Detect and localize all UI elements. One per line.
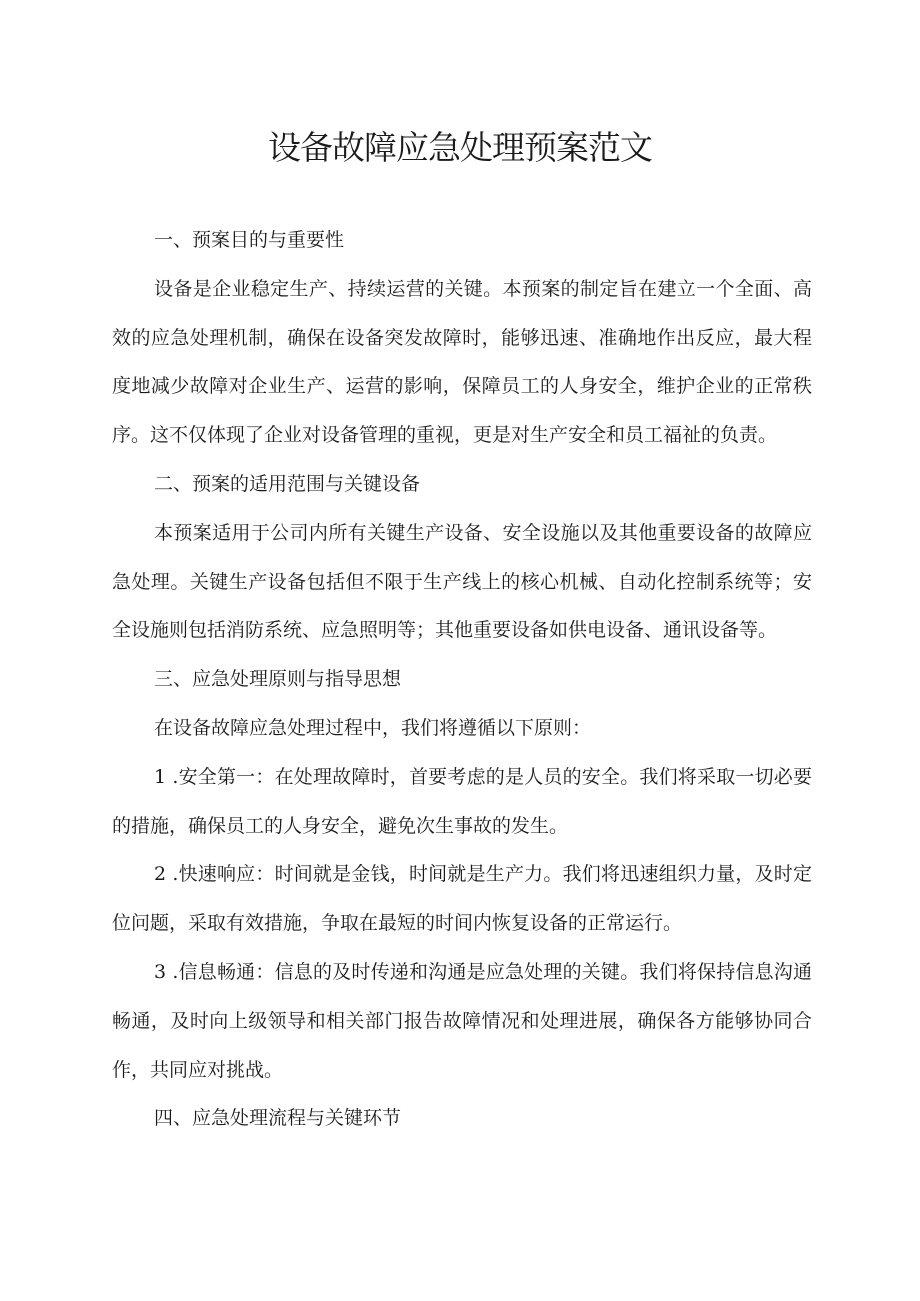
document-body xyxy=(112,216,812,1143)
list-item-fast-response: 2 .快速响应：时间就是金钱，时间就是生产力。我们将迅速组织力量，及时定位问题，采取有效措施，争取在最短的时间内恢复设备的正常运行。 xyxy=(112,863,812,935)
paragraph-purpose: 设备是企业稳定生产、持续运营的关键。本预案的制定旨在建立一个全面、高效的应急处理机制，确保在设备突发故障时，能够迅速、准确地作出反应，最大程度地减少故障对企业生产、运营的影响，保障员工的人身安全，维护企业的正常秩序。这不仅体现了企业对设备管理的重视，更是对生产安全和员工福祉的负责。 xyxy=(112,277,812,447)
list-item-information-flow: 3 .信息畅通：信息的及时传递和沟通是应急处理的关键。我们将保持信息沟通畅通，及时向上级领导和相关部门报告故障情况和处理进展，确保各方能够协同合作，共同应对挑战。 xyxy=(112,960,812,1081)
list-item-safety-first: 1 .安全第一：在处理故障时，首要考虑的是人员的安全。我们将采取一切必要的措施，确保员工的人身安全，避免次生事故的发生。 xyxy=(112,765,812,837)
document-title: 设备故障应急处理预案范文 xyxy=(268,128,652,167)
section-heading-1: 一、预案目的与重要性 xyxy=(154,229,345,251)
paragraph-scope: 本预案适用于公司内所有关键生产设备、安全设施以及其他重要设备的故障应急处理。关键生产设备包括但不限于生产线上的核心机械、自动化控制系统等；安全设施则包括消防系统、应急照明等；其他重要设备如供电设备、通讯设备等。 xyxy=(112,521,812,642)
paragraph-principles-intro: 在设备故障应急处理过程中，我们将遵循以下原则： xyxy=(154,716,592,739)
section-heading-3: 三、应急处理原则与指导思想 xyxy=(154,668,402,691)
section-heading-2: 二、预案的适用范围与关键设备 xyxy=(154,472,421,495)
section-heading-4: 四、应急处理流程与关键环节 xyxy=(154,1107,402,1130)
